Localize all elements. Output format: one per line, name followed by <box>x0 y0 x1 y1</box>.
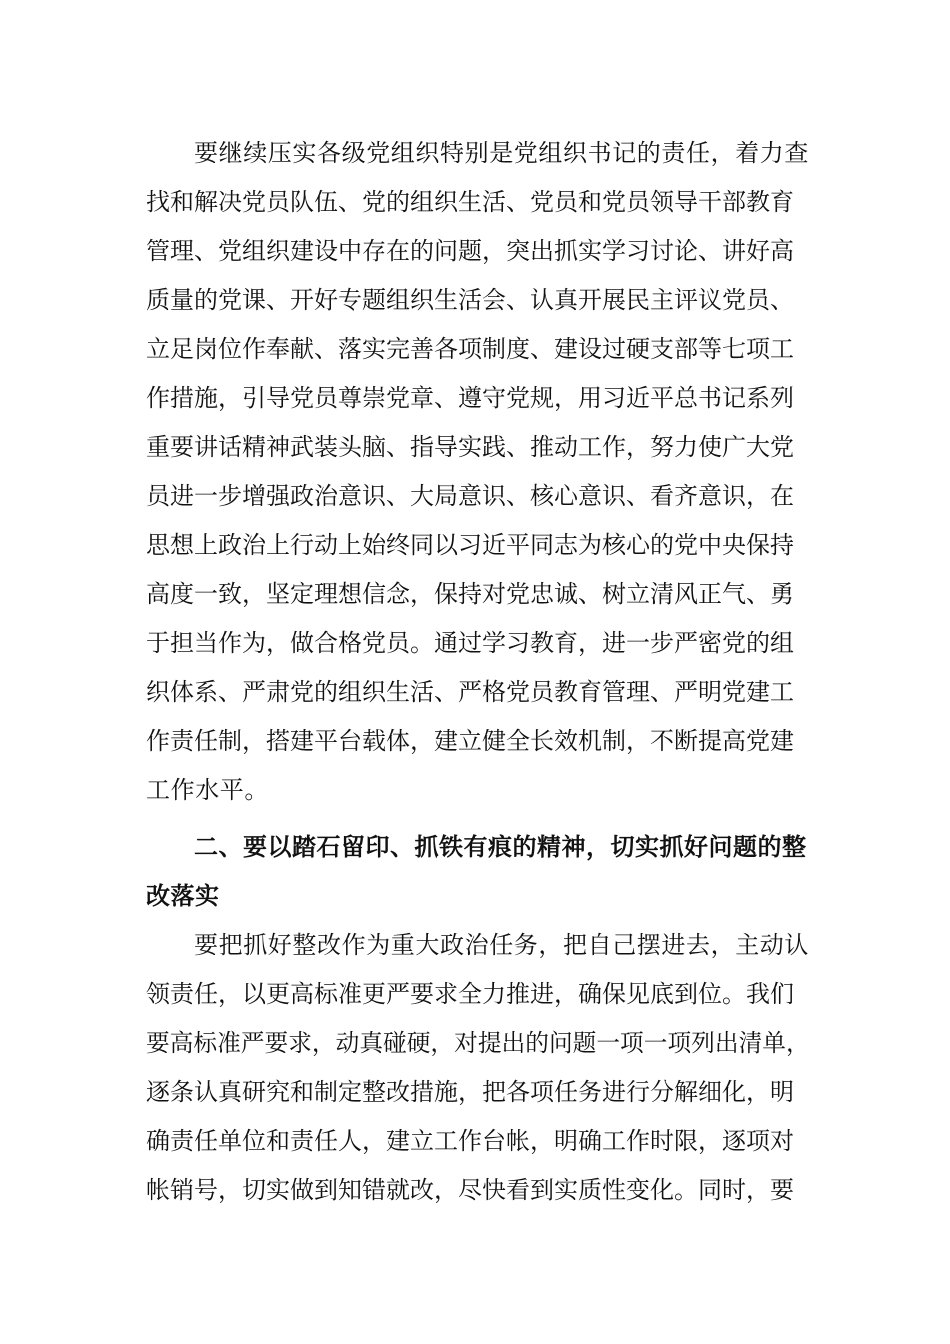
paragraph-2-line: 逐条认真研究和制定整改措施，把各项任务进行分解细化，明 <box>146 1078 794 1106</box>
paragraph-2-line: 要高标准严要求，动真碰硬，对提出的问题一项一项列出清单， <box>146 1029 810 1057</box>
paragraph-1-line: 员进一步增强政治意识、大局意识、核心意识、看齐意识，在 <box>146 482 794 510</box>
section-heading: 改落实 <box>146 882 220 910</box>
paragraph-2-line: 领责任，以更高标准更严要求全力推进，确保见底到位。我们 <box>146 980 794 1008</box>
paragraph-1-line: 高度一致，坚定理想信念，保持对党忠诚、树立清风正气、勇 <box>146 580 794 608</box>
paragraph-1-line: 作责任制，搭建平台载体，建立健全长效机制，不断提高党建 <box>146 727 794 755</box>
paragraph-1-line: 重要讲话精神武装头脑、指导实践、推动工作，努力使广大党 <box>146 433 794 461</box>
paragraph-2-line: 帐销号，切实做到知错就改，尽快看到实质性变化。同时，要 <box>146 1176 794 1204</box>
paragraph-1-line: 织体系、严肃党的组织生活、严格党员教育管理、严明党建工 <box>146 678 794 706</box>
paragraph-1-line: 于担当作为，做合格党员。通过学习教育，进一步严密党的组 <box>146 629 794 657</box>
paragraph-2-line: 要把抓好整改作为重大政治任务，把自己摆进去，主动认 <box>194 931 809 959</box>
paragraph-1-line: 作措施，引导党员尊崇党章、遵守党规，用习近平总书记系列 <box>146 384 794 412</box>
paragraph-1-line: 要继续压实各级党组织特别是党组织书记的责任，着力查 <box>194 139 809 167</box>
paragraph-1-line: 立足岗位作奉献、落实完善各项制度、建设过硬支部等七项工 <box>146 335 794 363</box>
paragraph-1-line: 思想上政治上行动上始终同以习近平同志为核心的党中央保持 <box>146 531 794 559</box>
paragraph-1-line: 质量的党课、开好专题组织生活会、认真开展民主评议党员、 <box>146 286 794 314</box>
paragraph-1-line: 工作水平。 <box>146 776 269 804</box>
paragraph-1-line: 管理、党组织建设中存在的问题，突出抓实学习讨论、讲好高 <box>146 237 794 265</box>
section-heading: 二、要以踏石留印、抓铁有痕的精神，切实抓好问题的整 <box>194 833 807 861</box>
paragraph-2-line: 确责任单位和责任人，建立工作台帐，明确工作时限，逐项对 <box>146 1127 794 1155</box>
paragraph-1-line: 找和解决党员队伍、党的组织生活、党员和党员领导干部教育 <box>146 188 794 216</box>
